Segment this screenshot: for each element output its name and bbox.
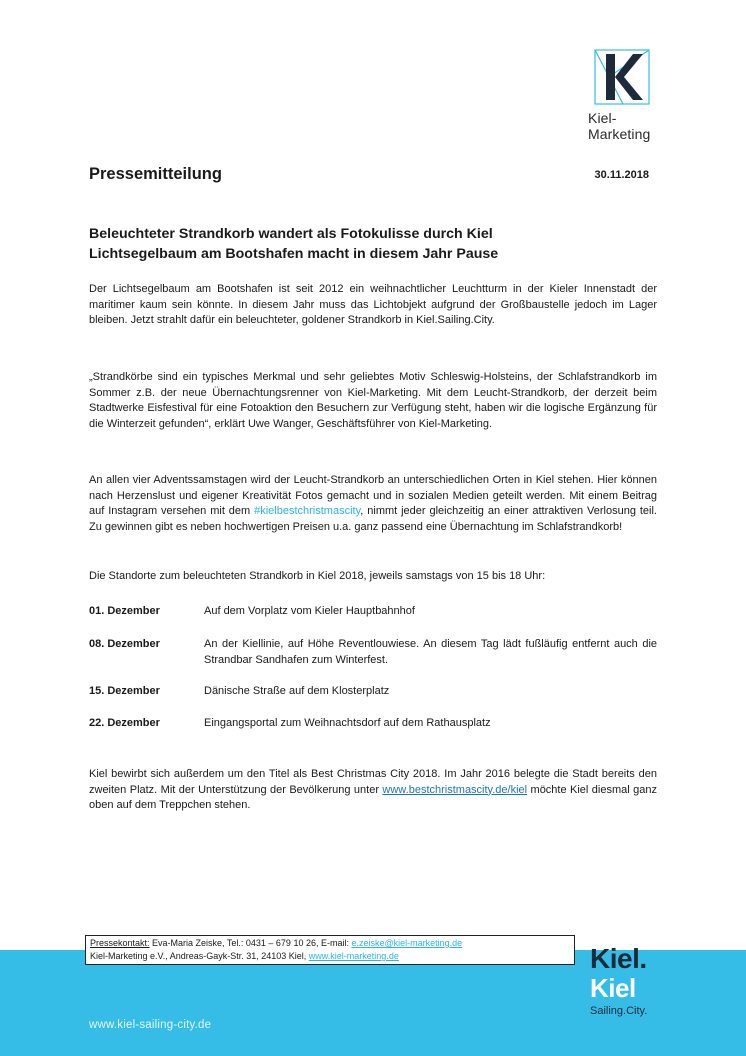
paragraph-2: „Strandkörbe sind ein typisches Merkmal und sehr geliebtes Motiv Schleswig-Holsteins, der Schlafstrandkorb im Sommer z.B. der neue Übernachtungsrenner von Kiel-Marketing. Mit dem Leucht-Strandkorb, der derzeit beim Stadtwerke Eisfestival für eine Fotoaktion den Besuchern zur Verfügung steht, haben wir die logische Ergänzung für die Winterzeit gefunden“, erklärt Uwe Wanger, Geschäftsführer von Kiel-Marketing.: [89, 371, 657, 430]
paragraph-5-text-b: möchte Kiel diesmal ganz oben auf dem Treppchen stehen.: [89, 783, 657, 811]
instagram-hashtag[interactable]: #kielbestchristmascity: [254, 505, 361, 517]
schedule-date: 22. Dezember: [89, 717, 160, 729]
contact-line-1: [90, 937, 570, 950]
schedule-item: [89, 716, 657, 732]
schedule-location: Eingangsportal zum Weihnachtsdorf auf dem Rathausplatz: [204, 717, 491, 729]
contact-email-link[interactable]: e.zeiske@kiel-marketing.de: [351, 938, 463, 948]
kiel-marketing-logo: [588, 48, 678, 142]
contact-person: Eva-Maria Zeiske, Tel.: 0431 – 679 10 26, E-mail:: [149, 938, 352, 948]
schedule-location: An der Kiellinie, auf Höhe Reventlouwiese. An diesem Tag lädt fußläufig entfernt auch die Strandbar Sandhafen zum Winterfest.: [204, 638, 657, 666]
logo-sailing-city: Sailing.City.: [590, 1005, 648, 1017]
contact-label: Pressekontakt:: [90, 938, 150, 948]
headline-line-1: Beleuchteter Strandkorb wandert als Fotokulisse durch Kiel: [89, 226, 493, 242]
schedule-location: Dänische Straße auf dem Klosterplatz: [204, 685, 390, 697]
contact-web-link[interactable]: www.kiel-marketing.de: [308, 951, 399, 961]
schedule-item: [89, 637, 657, 669]
paragraph-5-text-a: Kiel bewirbt sich außerdem um den Titel als Best Christmas City 2018. Im Jahr 2016 belegte die Stadt bereits den zweiten Platz. Mit der Unterstützung der Bevölkerung unter: [89, 768, 657, 796]
paragraph-4: Die Standorte zum beleuchteten Strandkorb in Kiel 2018, jeweils samstags von 15 bis 18 Uhr:: [89, 570, 546, 582]
bestchristmascity-link[interactable]: www.bestchristmascity.de/kiel: [382, 783, 528, 796]
brand-name: Kiel-Marketing: [588, 110, 651, 142]
schedule-item: [89, 684, 657, 700]
contact-address: Kiel-Marketing e.V., Andreas-Gayk-Str. 31, 24103 Kiel,: [90, 951, 309, 961]
paragraph-1: Der Lichtsegelbaum am Bootshafen ist seit 2012 ein weihnachtlicher Leuchtturm in der Kieler Innenstadt der maritimer kaum sein könnte. In diesem Jahr muss das Lichtobjekt aufgrund der Großbaustelle jedoch im Lager bleiben. Jetzt strahlt dafür ein beleuchteter, goldener Strandkorb in Kiel.Sailing.City.: [89, 283, 657, 326]
schedule-date: 08. Dezember: [89, 638, 160, 650]
schedule-date: 15. Dezember: [89, 685, 160, 697]
title-row: [89, 165, 649, 187]
paragraph-3-text-a: An allen vier Adventssamstagen wird der Leucht-Strandkorb an unterschiedlichen Orten in Kiel stehen. Hier können nach Herzenslust und eigener Kreativität Fotos gemacht und in sozialen Medien geteilt werden. Mit einem Beitrag auf Instagram versehen mit dem: [89, 474, 657, 517]
contact-line-2: [90, 950, 570, 963]
schedule-date: 01. Dezember: [89, 605, 160, 617]
document-title: Pressemitteilung: [89, 165, 222, 183]
logo-kiel-dark: Kiel.: [590, 943, 647, 974]
press-contact-box: [85, 935, 575, 965]
headline-line-2: Lichtsegelbaum am Bootshafen macht in diesem Jahr Pause: [89, 246, 499, 262]
schedule-item: [89, 604, 657, 620]
headline: [89, 224, 649, 264]
paragraph-3-text-b: , nimmt jeder gleichzeitig an einer attraktiven Verlosung teil. Zu gewinnen gibt es neben hochwertigen Preisen u.a. ganz passend eine Übernachtung im Schlafstrandkorb!: [89, 505, 657, 533]
schedule-location: Auf dem Vorplatz vom Kieler Hauptbahnhof: [204, 605, 415, 617]
footer-url[interactable]: www.kiel-sailing-city.de: [89, 1019, 212, 1031]
logo-kiel-white: Kiel: [590, 973, 636, 1003]
k-logo-icon: [593, 48, 651, 106]
kiel-sailing-city-logo: [590, 945, 670, 1017]
paragraph-3: [89, 473, 657, 535]
paragraph-5: [89, 767, 657, 814]
document-date: 30.11.2018: [594, 169, 649, 181]
